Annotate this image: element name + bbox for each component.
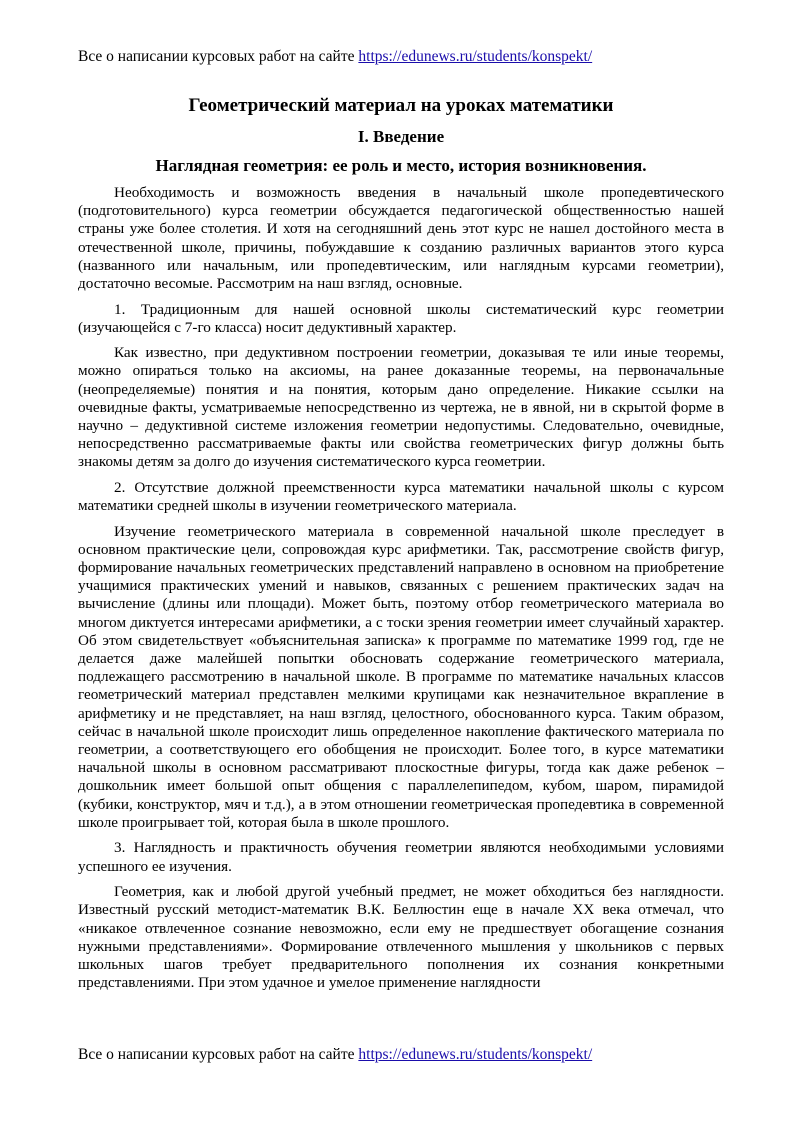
paragraph: 3. Наглядность и практичность обучения геометрии являются необходимыми условиями успешного ее изучения.	[78, 839, 724, 875]
document-body	[78, 184, 724, 1000]
page-header	[78, 48, 728, 66]
footer-text: Все о написании курсовых работ на сайте	[78, 1046, 355, 1063]
header-link[interactable]: https://edunews.ru/students/konspekt/	[358, 48, 593, 65]
paragraph: Геометрия, как и любой другой учебный предмет, не может обходиться без наглядности. Известный русский методист-математик В.К. Беллюстин еще в начале XX века отмечал, что «никакое отвлеченное сознание невозможно, если ему не предшествует обогащение сознания нужными представлениями». Формирование отвлеченного мышления у школьников с первых школьных шагов требует предварительного пополнения их сознания конкретными представлениями. При этом удачное и умелое применение наглядности	[78, 883, 724, 992]
page-footer	[78, 1046, 728, 1064]
paragraph: Как известно, при дедуктивном построении геометрии, доказывая те или иные теоремы, можно опираться только на аксиомы, на ранее доказанные теоремы, на первоначальные (неопределяемые) понятия и на понятия, которым дано определение. Никакие ссылки на очевидные факты, усматриваемые непосредственно из чертежа, не в явной, ни в скрытой форме в научно – дедуктивной системе изложения геометрии недопустимы. Следовательно, очевидные, непосредственно рассматриваемые факты или свойства геометрических фигур должны быть знакомы детям за долго до изучения систематического курса геометрии.	[78, 344, 724, 471]
document-title: Геометрический материал на уроках математики	[188, 95, 614, 116]
paragraph: Необходимость и возможность введения в начальный школе пропедевтического (подготовительного) курса геометрии обсуждается педагогической общественностью нашей страны уже более столетия. И хотя на сегодняшний день этот курс не нашел достойного места в отечественной школе, причины, побуждавшие к созданию различных вариантов этого курса (названного или начальным, или пропедевтическим, или наглядным курсами геометрии), достаточно весомые. Рассмотрим на наш взгляд, основные.	[78, 184, 724, 293]
header-text: Все о написании курсовых работ на сайте	[78, 48, 355, 65]
paragraph: 2. Отсутствие должной преемственности курса математики начальной школы с курсом математики средней школы в изучении геометрического материала.	[78, 478, 724, 515]
section-heading: I. Введение	[357, 127, 445, 146]
paragraph: Изучение геометрического материала в современной начальной школе преследует в основном практические цели, сопровождая курс арифметики. Так, рассмотрение свойств фигур, формирование начальных геометрических представлений направлено в основном на приобретение учащимися практических умений и навыков, связанных с решением практических задач на вычисление (длины или площади). Может быть, поэтому отбор геометрического материала во многом диктуется интересами арифметики, а с тоски зрения геометрии имеет случайный характер. Об этом свидетельствует «объяснительная записка» к программе по математике 1999 год, где не делается даже малейшей попытки обосновать содержание геометрического материала, подлежащего рассмотрению в начальной школе. В программе по математике начальных классов геометрический материал представлен мелкими крупицами как незначительное вкрапление в арифметику и не представляет, на наш взгляд, целостного, обоснованного курса. Таким образом, сейчас в начальной школе происходит лишь определенное накопление фактического материала по геометрии, а соответствующего его обобщения не происходит. Более того, в курсе математики начальной школы в основном рассматривают плоскостные фигуры, тогда как даже ребенок – дошкольник имеет большой опыт общения с параллелепипедом, кубом, шаром, пирамидой (кубики, конструктор, мяч и т.д.), а в этом отношении геометрическая пропедевтика в современной школе проигрывает той, которая была в школе прошлого.	[78, 522, 724, 831]
paragraph: 1. Традиционным для нашей основной школы систематический курс геометрии (изучающейся с 7-го класса) носит дедуктивный характер.	[78, 300, 724, 336]
subsection-heading: Наглядная геометрия: ее роль и место, история возникновения.	[155, 156, 647, 175]
footer-link[interactable]: https://edunews.ru/students/konspekt/	[358, 1046, 593, 1063]
